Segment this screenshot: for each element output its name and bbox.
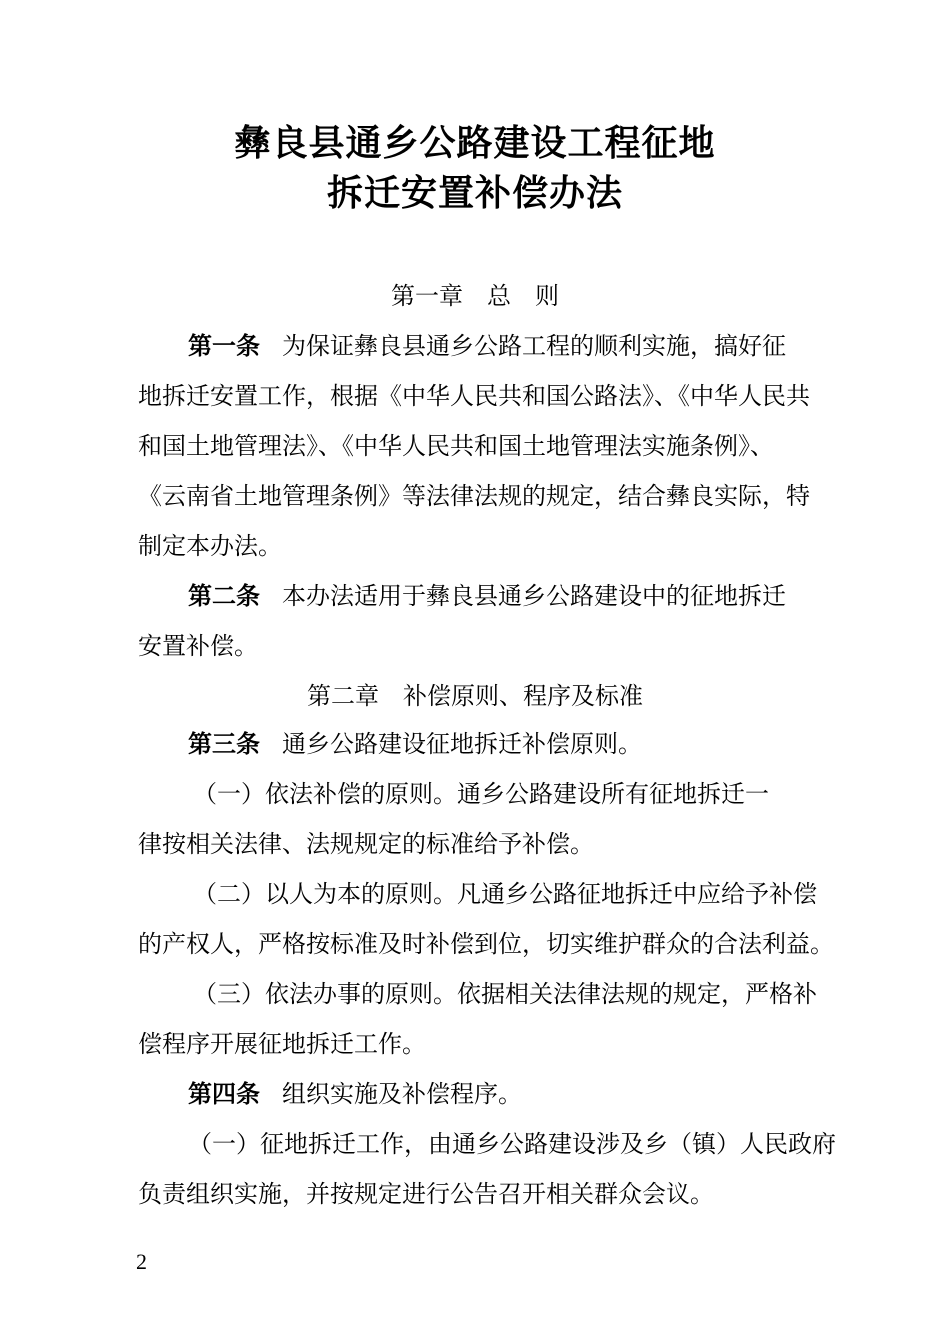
document-title-line-2: 拆迁安置补偿办法 [326, 173, 623, 214]
article-1-line-4: 《云南省土地管理条例》等法律法规的规定，结合彝良实际，特 [138, 482, 810, 510]
article-3-text: 通乡公路建设征地拆迁补偿原则。 [282, 730, 642, 758]
article-1-line-3: 和国土地管理法》、《中华人民共和国土地管理法实施条例》、 [138, 432, 774, 460]
article-3-line-5: 的产权人，严格按标准及时补偿到位，切实维护群众的合法利益。 [138, 930, 834, 958]
article-4-line-2: （一）征地拆迁工作，由通乡公路建设涉及乡（镇）人民政府 [188, 1130, 836, 1158]
article-3-line-6: （三）依法办事的原则。依据相关法律法规的规定，严格补 [193, 980, 817, 1008]
article-1-line-1 [188, 330, 898, 362]
article-3-line-3: 律按相关法律、法规规定的标准给予补偿。 [138, 830, 594, 858]
article-1-line-5: 制定本办法。 [138, 532, 282, 560]
article-2-line-1 [188, 580, 898, 612]
article-1-label: 第一条 [188, 332, 260, 360]
article-1-line-2: 地拆迁安置工作，根据《中华人民共和国公路法》、《中华人民共 [138, 382, 810, 410]
article-3-line-7: 偿程序开展征地拆迁工作。 [138, 1030, 426, 1058]
article-3-line-2: （一）依法补偿的原则。通乡公路建设所有征地拆迁一 [193, 780, 769, 808]
article-2-line-2: 安置补偿。 [138, 632, 258, 660]
article-3-line-4: （二）以人为本的原则。凡通乡公路征地拆迁中应给予补偿 [193, 880, 817, 908]
article-2-label: 第二条 [188, 582, 260, 610]
article-4-text: 组织实施及补偿程序。 [282, 1080, 522, 1108]
chapter-1-heading: 第一章 总 则 [391, 282, 559, 310]
article-3-label: 第三条 [188, 730, 260, 758]
article-1-text: 为保证彝良县通乡公路工程的顺利实施，搞好征 [282, 332, 786, 360]
article-4-line-1 [188, 1078, 898, 1110]
article-2-text: 本办法适用于彝良县通乡公路建设中的征地拆迁 [282, 582, 786, 610]
article-3-line-1 [188, 728, 898, 760]
page-number: 2 [136, 1249, 147, 1274]
article-4-line-3: 负责组织实施，并按规定进行公告召开相关群众会议。 [138, 1180, 714, 1208]
document-title-line-1: 彝良县通乡公路建设工程征地 [234, 123, 716, 164]
chapter-2-heading: 第二章 补偿原则、程序及标准 [307, 682, 643, 710]
article-4-label: 第四条 [188, 1080, 260, 1108]
